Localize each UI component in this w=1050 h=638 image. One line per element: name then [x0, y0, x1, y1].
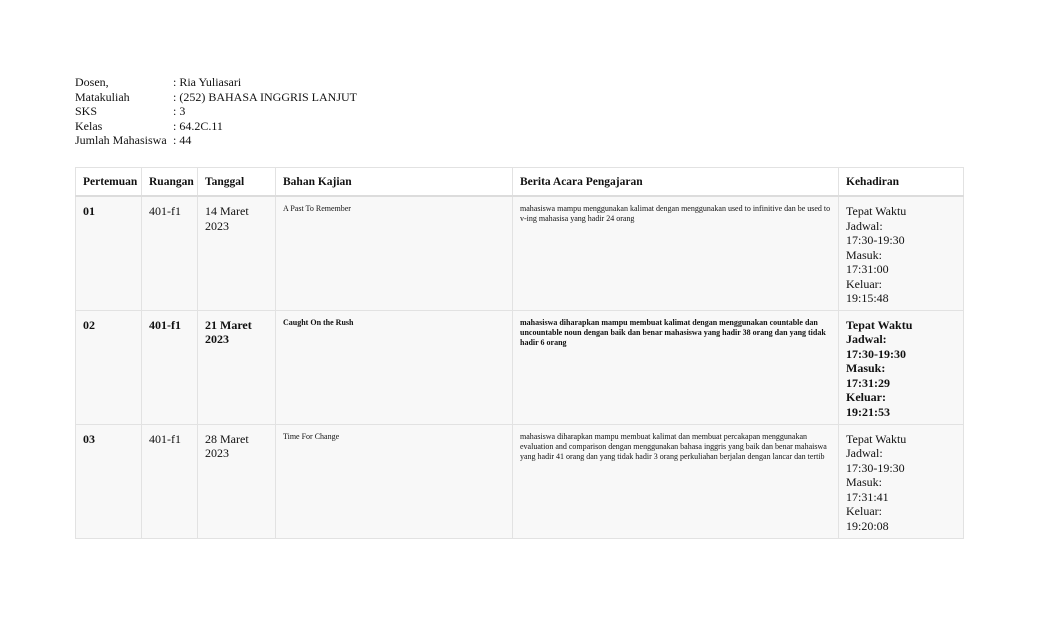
- cell-ruangan: 401-f1: [142, 196, 198, 310]
- info-row-jumlah-mahasiswa: [75, 133, 357, 148]
- info-value: : 64.2C.11: [173, 118, 223, 133]
- info-label: Dosen,: [75, 75, 109, 89]
- cell-berita-acara: mahasiswa diharapkan mampu membuat kalimat dan membuat percakapan menggunakan evaluation and comparison dengan menggunakan bahasa inggris yang baik dan benar mahaiswa yang hadir 41 orang dan yang tidak hadir 3 orang perkuliahan berjalan dengan lancar dan tertib: [513, 424, 839, 538]
- kehadiran-status: Tepat Waktu: [846, 431, 907, 446]
- header-kehadiran: Kehadiran: [839, 168, 964, 197]
- kehadiran-masuk-label: Masuk:: [846, 361, 886, 375]
- attendance-table-wrapper: [75, 167, 963, 539]
- kehadiran-masuk-label: Masuk:: [846, 247, 882, 262]
- course-info: [75, 75, 357, 148]
- info-label: Matakuliah: [75, 89, 130, 104]
- kehadiran-jadwal-value: 17:30-19:30: [846, 346, 906, 361]
- info-value: : (252) BAHASA INGGRIS LANJUT: [173, 89, 358, 104]
- kehadiran-masuk-value: 17:31:29: [846, 375, 890, 390]
- kehadiran-jadwal-label: Jadwal:: [846, 446, 883, 460]
- table-header-row: [76, 168, 964, 197]
- cell-bahan-kajian: A Past To Remember: [276, 196, 513, 310]
- header-tanggal: Tanggal: [198, 168, 276, 197]
- kehadiran-keluar-label: Keluar:: [846, 504, 882, 518]
- info-row-sks: [75, 104, 357, 119]
- info-label: Jumlah Mahasiswa: [75, 133, 167, 147]
- header-bahan-kajian: Bahan Kajian: [276, 168, 513, 197]
- kehadiran-keluar-label: Keluar:: [846, 390, 886, 404]
- info-row-matakuliah: [75, 90, 357, 105]
- kehadiran-jadwal-label: Jadwal:: [846, 332, 887, 346]
- table-row: [76, 196, 964, 310]
- kehadiran-jadwal-label: Jadwal:: [846, 218, 883, 233]
- cell-pertemuan: 03: [76, 424, 142, 538]
- table-row: [76, 310, 964, 424]
- kehadiran-jadwal-value: 17:30-19:30: [846, 233, 905, 247]
- cell-pertemuan: 01: [76, 196, 142, 310]
- attendance-table: [75, 167, 964, 539]
- kehadiran-masuk-value: 17:31:41: [846, 489, 889, 504]
- cell-kehadiran: [839, 196, 964, 310]
- kehadiran-masuk-label: Masuk:: [846, 475, 882, 489]
- cell-kehadiran: [839, 424, 964, 538]
- kehadiran-jadwal-value: 17:30-19:30: [846, 460, 905, 475]
- info-value: : 44: [173, 133, 192, 147]
- cell-bahan-kajian: Time For Change: [276, 424, 513, 538]
- kehadiran-keluar-value: 19:20:08: [846, 518, 889, 533]
- cell-ruangan: 401-f1: [142, 424, 198, 538]
- kehadiran-keluar-value: 19:15:48: [846, 291, 889, 305]
- kehadiran-keluar-label: Keluar:: [846, 276, 882, 291]
- cell-tanggal: 21 Maret 2023: [198, 310, 276, 424]
- cell-ruangan: 401-f1: [142, 310, 198, 424]
- kehadiran-status: Tepat Waktu: [846, 204, 907, 218]
- cell-berita-acara: mahasiswa mampu menggunakan kalimat dengan menggunakan used to infinitive dan be used to v-ing mahasisa yang hadir 24 orang: [513, 196, 839, 310]
- cell-pertemuan: 02: [76, 310, 142, 424]
- table-row: [76, 424, 964, 538]
- cell-tanggal: 28 Maret 2023: [198, 424, 276, 538]
- info-label: SKS: [75, 104, 98, 118]
- header-pertemuan: Pertemuan: [76, 168, 142, 197]
- info-row-dosen: [75, 75, 357, 90]
- info-label: Kelas: [75, 118, 103, 133]
- cell-bahan-kajian: Caught On the Rush: [276, 310, 513, 424]
- cell-kehadiran: [839, 310, 964, 424]
- header-ruangan: Ruangan: [142, 168, 198, 197]
- kehadiran-status: Tepat Waktu: [846, 317, 913, 332]
- info-row-kelas: [75, 119, 357, 134]
- kehadiran-keluar-value: 19:21:53: [846, 404, 890, 419]
- cell-berita-acara: mahasiswa diharapkan mampu membuat kalimat dengan menggunakan countable dan uncountable noun dengan baik dan benar mahasiswa yang hadir 38 orang dan yang tidak hadir 6 orang: [513, 310, 839, 424]
- info-value: : 3: [173, 104, 186, 118]
- kehadiran-masuk-value: 17:31:00: [846, 262, 889, 276]
- header-berita-acara: Berita Acara Pengajaran: [513, 168, 839, 197]
- cell-tanggal: 14 Maret 2023: [198, 196, 276, 310]
- info-value: : Ria Yuliasari: [173, 75, 242, 89]
